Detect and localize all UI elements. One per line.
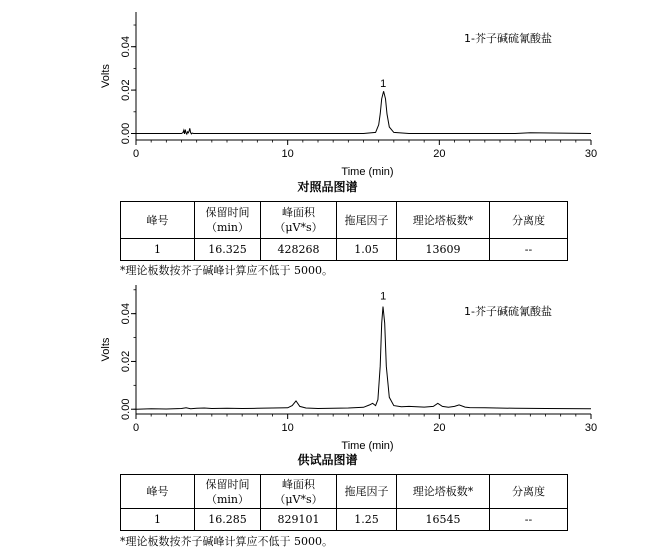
- header-retention-time: 保留时间 （min）: [195, 202, 261, 239]
- x-tick-label: 10: [281, 148, 294, 160]
- x-tick-label: 30: [584, 422, 598, 434]
- y-tick-label: 0.02: [119, 350, 132, 373]
- table-row: [121, 509, 568, 531]
- compound-annotation: 1-芥子碱硫氰酸盐: [464, 32, 552, 45]
- header-theoretical-plates: 理论塔板数*: [397, 202, 490, 239]
- cell-peak-no: 1: [121, 509, 195, 531]
- peak-label: 1: [380, 290, 387, 303]
- header-tailing-factor: 拖尾因子: [337, 202, 397, 239]
- cell-theoretical-plates: 16545: [397, 509, 490, 531]
- y-tick-label: 0.04: [119, 36, 132, 58]
- cell-tailing-factor: 1.25: [337, 509, 397, 531]
- x-tick-label: 0: [132, 422, 140, 434]
- header-peak-area: 峰面积 （μV*s）: [261, 202, 337, 239]
- header-retention-time: 保留时间 （min）: [195, 475, 261, 509]
- reference-footnote: *理论板数按芥子碱峰计算应不低于 5000。: [120, 264, 333, 277]
- x-tick-label: 0: [132, 148, 140, 160]
- x-tick-label: 10: [281, 422, 294, 434]
- x-axis-label: Time (min): [341, 166, 394, 178]
- cell-peak-no: 1: [121, 239, 195, 261]
- cell-peak-area: 428268: [261, 239, 337, 261]
- sample-results-table: [120, 474, 568, 531]
- y-tick-label: 0.02: [119, 79, 132, 101]
- x-tick-label: 20: [433, 148, 446, 160]
- peak-label: 1: [380, 77, 387, 90]
- y-tick-label: 0.04: [119, 302, 132, 325]
- y-tick-label: 0.00: [119, 122, 132, 145]
- cell-tailing-factor: 1.05: [337, 239, 397, 261]
- cell-resolution: --: [490, 509, 568, 531]
- chromatogram-trace: [136, 307, 591, 410]
- x-tick-label: 20: [433, 422, 446, 434]
- x-axis-label: Time (min): [341, 440, 394, 452]
- cell-theoretical-plates: 13609: [397, 239, 490, 261]
- cell-retention-time: 16.325: [195, 239, 261, 261]
- y-tick-label: 0.00: [119, 398, 132, 420]
- cell-retention-time: 16.285: [195, 509, 261, 531]
- table-header-row: [121, 475, 568, 509]
- header-peak-no: 峰号: [121, 202, 195, 239]
- sample-footnote: *理论板数按芥子碱峰计算应不低于 5000。: [120, 535, 333, 548]
- header-resolution: 分离度: [490, 202, 568, 239]
- header-theoretical-plates: 理论塔板数*: [397, 475, 490, 509]
- y-axis-label: Volts: [99, 64, 112, 88]
- reference-chart-title: 对照品图谱: [297, 180, 358, 194]
- header-peak-no: 峰号: [121, 475, 195, 509]
- header-peak-area: 峰面积 （μV*s）: [261, 475, 337, 509]
- y-axis-label: Volts: [99, 337, 112, 362]
- x-tick-label: 30: [584, 148, 598, 160]
- cell-peak-area: 829101: [261, 509, 337, 531]
- header-resolution: 分离度: [490, 475, 568, 509]
- compound-annotation: 1-芥子碱硫氰酸盐: [464, 305, 552, 318]
- cell-resolution: --: [490, 239, 568, 261]
- header-tailing-factor: 拖尾因子: [337, 475, 397, 509]
- sample-chart-title: 供试品图谱: [297, 453, 358, 467]
